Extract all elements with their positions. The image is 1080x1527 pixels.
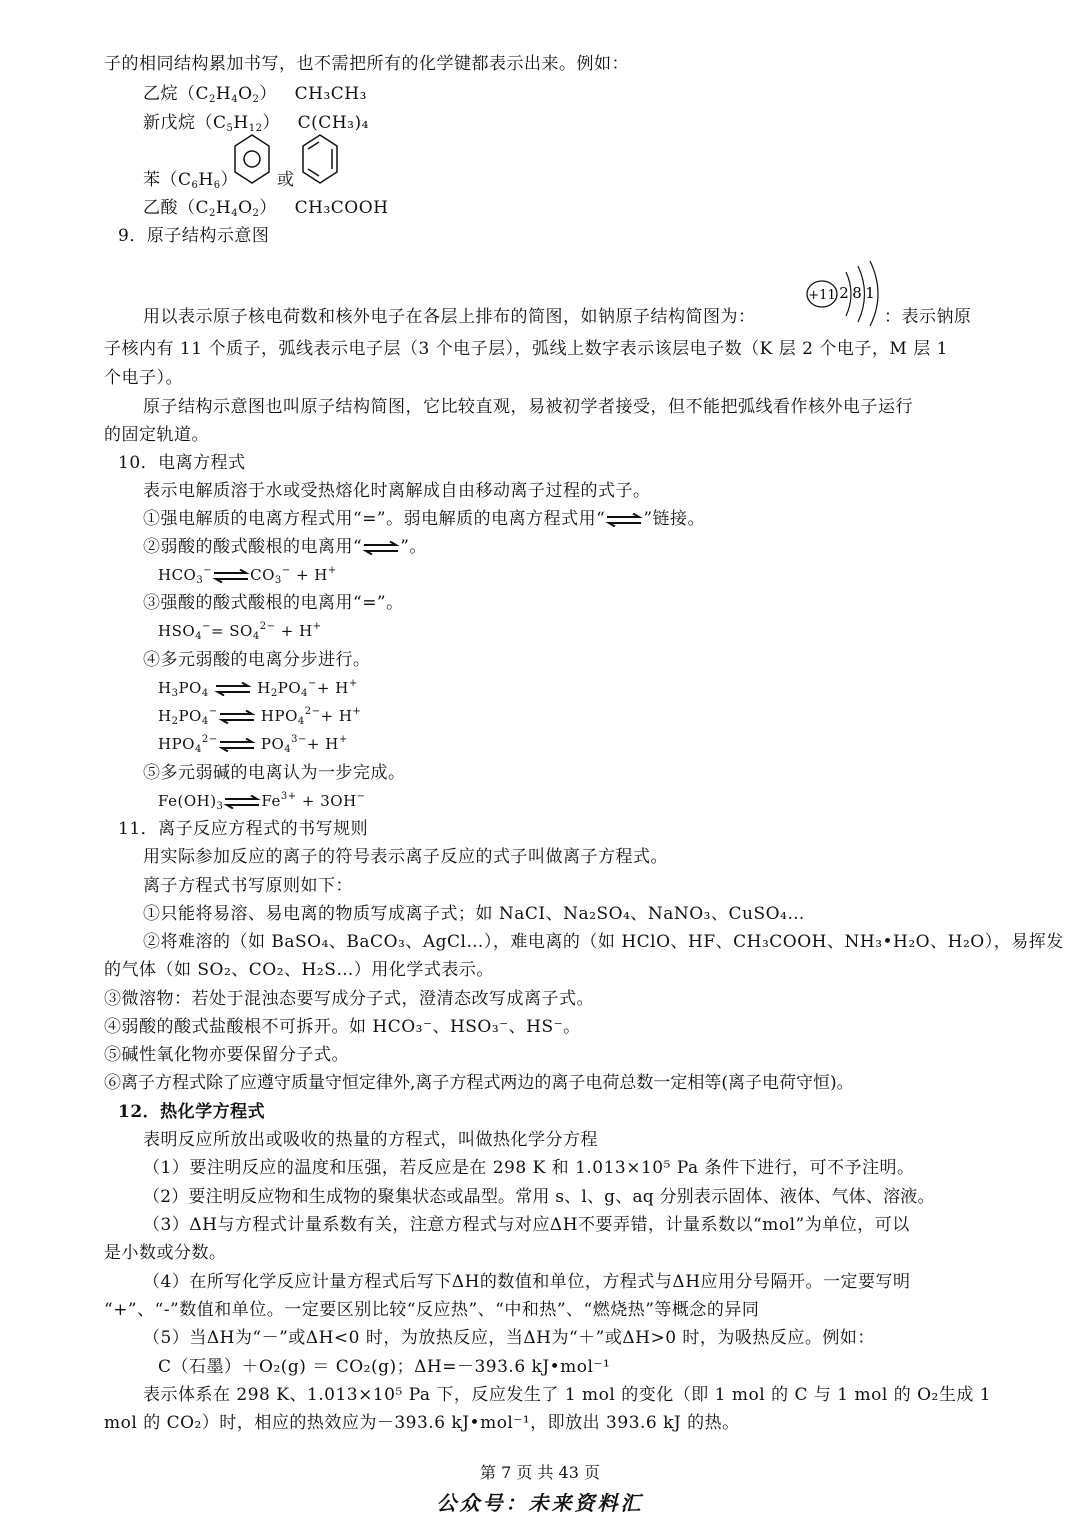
equilibrium-arrow-icon xyxy=(223,795,261,809)
equation-hso4: $HSO_4^-= SO_4^{2-} + H^+$ xyxy=(158,621,322,642)
example-ethane: 乙烷$(C_2H_4O_2)$ CH₃CH₃ xyxy=(143,84,367,105)
equation-graphite: C（石墨）＋O₂(g) ＝ CO₂(g)；ΔH=－393.6 kJ•mol⁻¹ xyxy=(158,1357,611,1377)
paragraph-line: ①只能将易溶、易电离的物质写成离子式；如 NaCI、Na₂SO₄、NaNO₃、CuSO₄… xyxy=(143,904,805,924)
paragraph-line: 表示体系在 298 K、1.013×10⁵ Pa 下，反应发生了 1 mol 的变化（即 1 mol 的 C 与 1 mol 的 O₂生成 1 xyxy=(143,1385,992,1405)
paragraph-line: ⑤碱性氧化物亦要保留分子式。 xyxy=(104,1045,349,1065)
equation-feoh3: $Fe(OH)_3$ $Fe^{3+} + 3OH^-$ xyxy=(158,791,366,812)
equilibrium-arrow-icon xyxy=(214,682,252,696)
section-heading-10: 10．电离方程式 xyxy=(118,453,246,473)
paragraph-line: 原子结构示意图也叫原子结构简图，它比较直观，易被初学者接受，但不能把弧线看作核外电子运行 xyxy=(143,397,913,417)
benzene-kekule-icon xyxy=(300,132,340,188)
paragraph-line: （3）ΔH与方程式计量系数有关，注意方程式与对应ΔH不要弄错，计量系数以“mol”为单位，可以 xyxy=(143,1215,910,1235)
equilibrium-arrow-icon xyxy=(218,738,256,752)
sodium-atom-diagram xyxy=(802,258,888,326)
page-number: 第 7 页 共 43 页 xyxy=(480,1463,600,1482)
paragraph-line: （4）在所写化学反应计量方程式后写下ΔH的数值和单位，方程式与ΔH应用分号隔开。一定要写明 xyxy=(143,1272,911,1292)
paragraph-line: 的气体（如 SO₂、CO₂、H₂S…）用化学式表示。 xyxy=(104,960,494,980)
brand-watermark: 公众号：未来资料汇 xyxy=(436,1491,644,1515)
paragraph-line: ④多元弱酸的电离分步进行。 xyxy=(143,650,371,670)
paragraph-line: 表明反应所放出或吸收的热量的方程式，叫做热化学分方程 xyxy=(143,1130,598,1150)
equilibrium-arrow-icon xyxy=(212,569,250,583)
equation-hpo4: $HPO_4^{2-}$ $PO_4^{3-}+ H^+$ xyxy=(158,734,348,755)
paragraph-line: “+”、“-”数值和单位。一定要区别比较“反应热”、“中和热”、“燃烧热”等概念的异同 xyxy=(104,1300,760,1320)
paragraph-line: ②将难溶的（如 BaSO₄、BaCO₃、AgCl…），难电离的（如 HClO、HF、CH₃COOH、NH₃•H₂O、H₂O），易挥发 xyxy=(143,932,1064,952)
paragraph-line: 用以表示原子核电荷数和核外电子在各层上排布的简图，如钠原子结构简图为： xyxy=(143,307,756,327)
paragraph-line: ⑤多元弱碱的电离认为一步完成。 xyxy=(143,763,406,783)
section-heading-11: 11．离子反应方程式的书写规则 xyxy=(118,819,369,839)
paragraph-line: ②弱酸的酸式酸根的电离用“ ”。 xyxy=(143,537,427,557)
section-heading-9: 9．原子结构示意图 xyxy=(118,226,270,246)
example-acetic: 乙酸$(C_2H_4O_2)$ CH₃COOH xyxy=(143,198,389,219)
equation-h3po4: $H_3PO_4$ $H_2PO_4^-+ H^+$ xyxy=(158,678,358,699)
paragraph-line: ③微溶物：若处于混浊态要写成分子式，澄清态改写成离子式。 xyxy=(104,989,594,1009)
paragraph-line: （2）要注明反应物和生成物的聚集状态或晶型。常用 s、l、g、aq 分别表示固体、液体、气体、溶液。 xyxy=(143,1187,935,1207)
shell-m-count: 1 xyxy=(865,284,875,302)
paragraph-line: （5）当ΔH为“－”或ΔH<0 时，为放热反应，当ΔH为“＋”或ΔH>0 时，为吸热反应。例如： xyxy=(143,1328,875,1348)
paragraph-line: ④弱酸的酸式盐酸根不可拆开。如 HCO₃⁻、HSO₃⁻、HS⁻。 xyxy=(104,1017,581,1037)
paragraph-line: ：表示钠原 xyxy=(884,307,972,327)
example-neopentane: 新戊烷$(C_5H_{12})$ C(CH₃)₄ xyxy=(143,113,369,134)
nucleus-charge: +11 xyxy=(808,288,836,303)
or-label: 或 xyxy=(277,170,295,190)
paragraph-line: 是小数或分数。 xyxy=(104,1243,227,1263)
paragraph-line: （1）要注明反应的温度和压强，若反应是在 298 K 和 1.013×10⁵ Pa 条件下进行，可不予注明。 xyxy=(143,1158,915,1178)
paragraph-line: 个电子）。 xyxy=(104,368,183,388)
equation-hco3: $HCO_3^-$ $CO_3^- + H^+$ xyxy=(158,565,337,586)
paragraph-line: 的固定轨道。 xyxy=(104,425,209,445)
paragraph-line: 表示电解质溶于水或受热熔化时离解成自由移动离子过程的式子。 xyxy=(143,481,651,501)
paragraph-line: 离子方程式书写原则如下： xyxy=(143,876,353,896)
paragraph-line: 用实际参加反应的离子的符号表示离子反应的式子叫做离子方程式。 xyxy=(143,847,668,867)
paragraph-line: ③强酸的酸式酸根的电离用“=”。 xyxy=(143,593,404,613)
paragraph-line: ⑥离子方程式除了应遵守质量守恒定律外,离子方程式两边的离子电荷总数一定相等(离子电荷守恒)。 xyxy=(104,1073,854,1093)
equation-h2po4: $H_2PO_4^-$ $HPO_4^{2-}+ H^+$ xyxy=(158,706,362,727)
paragraph-line: 子核内有 11 个质子，弧线表示电子层（3 个电子层），弧线上数字表示该层电子数（K 层 2 个电子，M 层 1 xyxy=(104,339,948,359)
equilibrium-arrow-icon xyxy=(362,541,400,555)
paragraph-line: mol 的 CO₂）时，相应的热效应为－393.6 kJ•mol⁻¹，即放出 393.6 kJ 的热。 xyxy=(104,1413,740,1433)
paragraph-line: 子的相同结构累加书写，也不需把所有的化学键都表示出来。例如： xyxy=(104,54,629,74)
shell-l-count: 8 xyxy=(852,284,862,302)
example-benzene: 苯$(C_6H_6)$ xyxy=(143,170,239,191)
equilibrium-arrow-icon xyxy=(605,513,643,527)
section-heading-12: 12．热化学方程式 xyxy=(118,1102,266,1122)
shell-k-count: 2 xyxy=(839,284,849,302)
equilibrium-arrow-icon xyxy=(218,710,256,724)
paragraph-line: ①强电解质的电离方程式用“=”。弱电解质的电离方程式用“ ”链接。 xyxy=(143,509,706,529)
